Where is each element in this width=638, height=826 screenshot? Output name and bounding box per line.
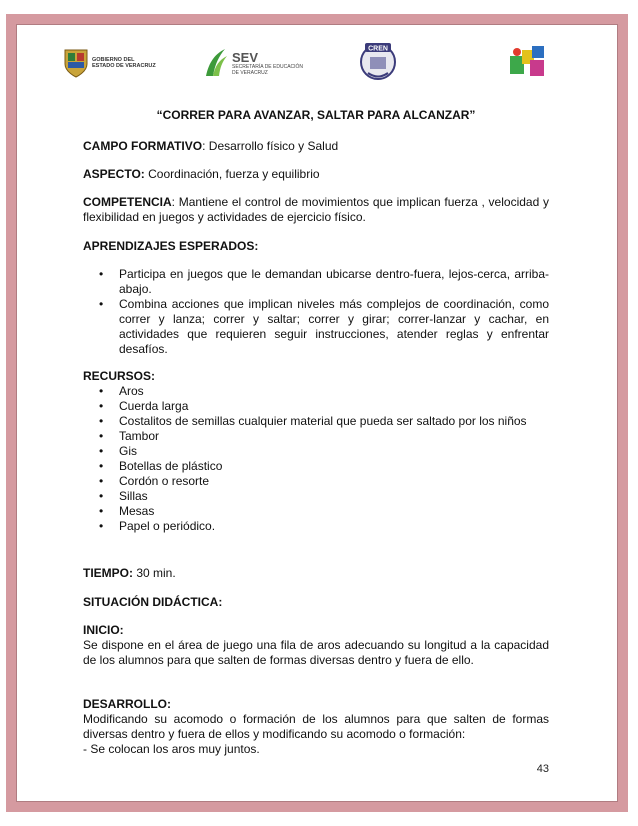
sev-logo (203, 46, 303, 80)
logo-cren-text: CREN (368, 45, 388, 53)
aspecto (83, 167, 549, 182)
shield-icon (63, 48, 89, 78)
recursos-list (83, 384, 549, 534)
list-item: • Sillas (83, 489, 549, 504)
list-item: • Combina acciones que implican niveles más complejos de coordinación, como correr y lanza; correr y saltar; correr y girar; correr-lanzar y cachar, en actividades que requieren seguir instrucciones, atender reglas y enfrentar desafíos. (83, 297, 549, 357)
list-item: • Gis (83, 444, 549, 459)
logo-sev-line2: DE VERACRUZ (232, 69, 268, 76)
list-item: • Aros (83, 384, 549, 399)
aspecto-value: Coordinación, fuerza y equilibrio (144, 167, 320, 181)
header-logos (83, 36, 549, 96)
inicio-label: INICIO: (83, 623, 124, 637)
list-item: • Tambor (83, 429, 549, 444)
list-item: • Cordón o resorte (83, 474, 549, 489)
desarrollo-line: - Se colocan los aros muy juntos. (83, 742, 260, 756)
logo-sev-line1: SECRETARÍA DE EDUCACIÓN (232, 63, 304, 70)
cren-emblem-icon (359, 40, 397, 82)
page-title: “CORRER PARA AVANZAR, SALTAR PARA ALCANZAR” (156, 108, 476, 122)
tiempo (83, 566, 549, 581)
competencia (83, 195, 549, 225)
campo-label: CAMPO FORMATIVO (83, 139, 203, 153)
logo-gob-line1: GOBIERNO DEL (92, 56, 135, 63)
list-item: • Papel o periódico. (83, 519, 549, 534)
page-number: 43 (536, 763, 549, 775)
campo-formativo (83, 139, 549, 154)
list-item: • Costalitos de semillas cualquier material que pueda ser saltado por los niños (83, 414, 549, 429)
sev-swoosh-icon (203, 46, 229, 80)
tiempo-value: 30 min. (133, 566, 176, 580)
situacion-label: SITUACIÓN DIDÁCTICA: (83, 595, 223, 609)
aspecto-label: ASPECTO: (83, 167, 145, 181)
competencia-value: : Mantiene el control de movimientos que implican fuerza , velocidad y flexibilidad en juegos y actividades de ejercicio físico. (83, 195, 549, 224)
list-item: • Participa en juegos que le demandan ubicarse dentro-fuera, lejos-cerca, arriba-abajo. (83, 267, 549, 297)
desarrollo-label: DESARROLLO: (83, 697, 171, 711)
logo-gob-line2: ESTADO DE VERACRUZ (92, 63, 156, 69)
inicio-section (83, 623, 549, 668)
desarrollo-section (83, 697, 549, 757)
campo-value: : Desarrollo físico y Salud (202, 139, 339, 153)
tiempo-label: TIEMPO: (83, 566, 133, 580)
list-item: • Botellas de plástico (83, 459, 549, 474)
competencia-label: COMPETENCIA (83, 195, 172, 209)
inicio-text: Se dispone en el área de juego una fila de aros adecuando su longitud a la capacidad de los alumnos para que salten de formas diversas dentro y fuera de ello. (83, 638, 549, 667)
aprendizajes-label: APRENDIZAJES ESPERADOS: (83, 239, 259, 253)
aprendizajes-list (83, 267, 549, 357)
school-logo (508, 44, 548, 80)
cren-logo (359, 40, 397, 82)
logo-sev-title: SEV (232, 49, 259, 65)
gobierno-veracruz-logo (63, 48, 156, 78)
recursos-label: RECURSOS: (83, 369, 156, 383)
page-content (83, 36, 549, 786)
list-item: • Mesas (83, 504, 549, 519)
desarrollo-text: Modificando su acomodo o formación de los alumnos para que salten de formas diversas dentro y fuera de ellos y modificando su acomodo o formación: (83, 712, 549, 741)
colorful-figures-icon (508, 44, 548, 80)
list-item: • Cuerda larga (83, 399, 549, 414)
